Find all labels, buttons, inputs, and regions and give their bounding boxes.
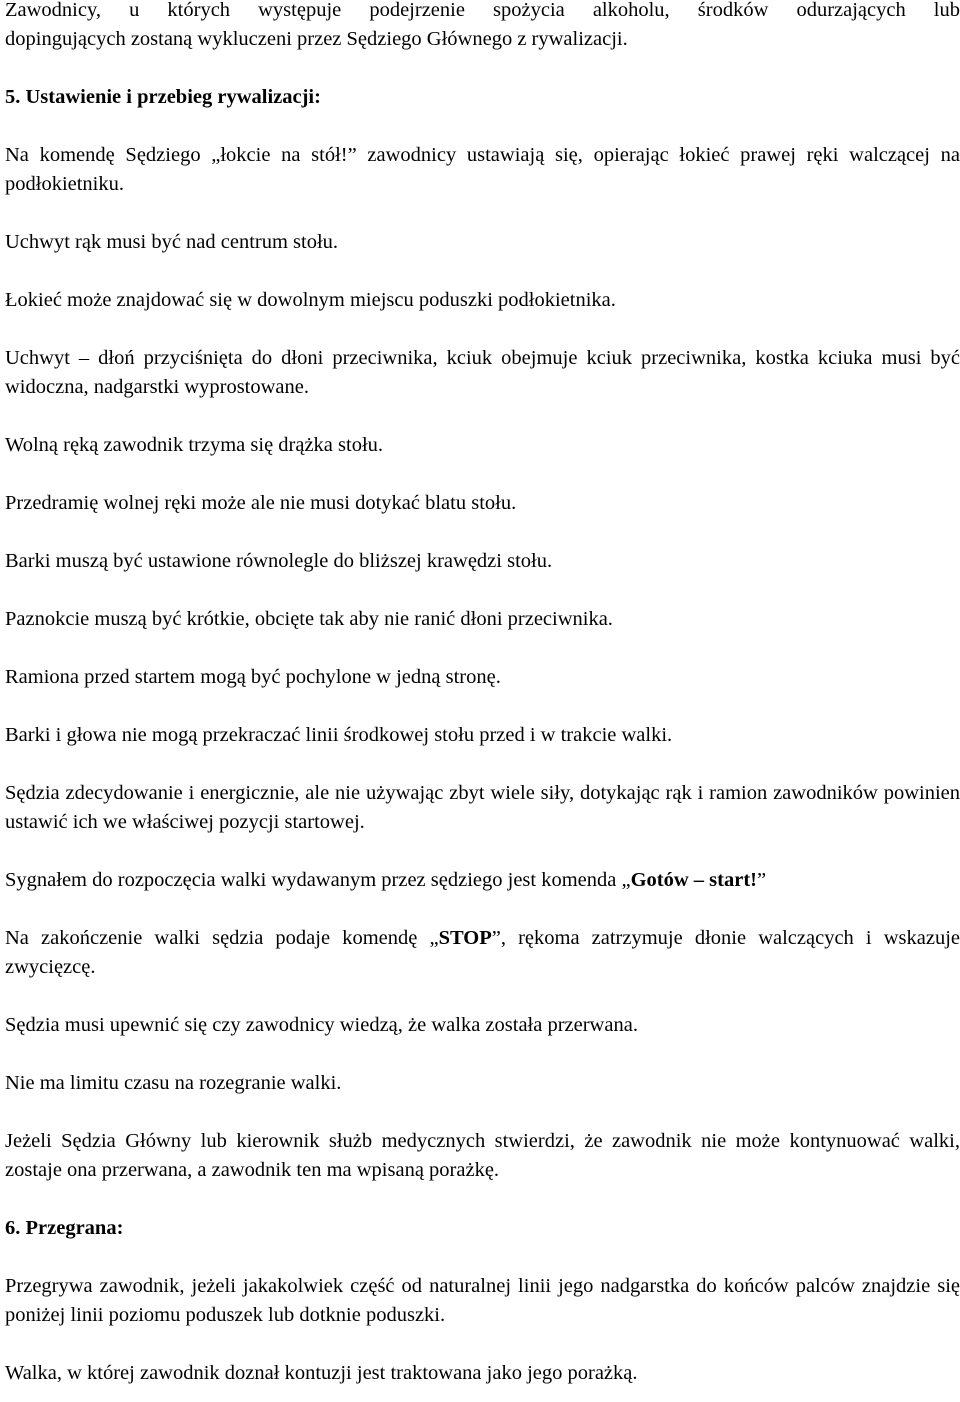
paragraph-start-command xyxy=(5,866,960,895)
paragraph-grip-rules: Uchwyt – dłoń przyciśnięta do dłoni przeciwnika, kciuk obejmuje kciuk przeciwnika, kostka kciuka musi być widoczna, nadgarstki wyprostowane. xyxy=(5,347,960,398)
paragraph-referee-confirm: Sędzia musi upewnić się czy zawodnicy wiedzą, że walka została przerwana. xyxy=(5,1014,638,1036)
stop-command-bold: STOP xyxy=(438,927,492,949)
paragraph-free-hand: Wolną ręką zawodnik trzyma się drążka stołu. xyxy=(5,434,384,456)
stop-command-text: Na zakończenie walki sędzia podaje komendę „ xyxy=(5,927,439,949)
paragraph-forearm: Przedramię wolnej ręki może ale nie musi dotykać blatu stołu. xyxy=(5,492,517,514)
paragraph-stop-command xyxy=(5,924,960,982)
section-5-heading: 5. Ustawienie i przebieg rywalizacji: xyxy=(5,86,321,108)
start-command-text: Sygnałem do rozpoczęcia walki wydawanym przez sędziego jest komenda „ xyxy=(5,869,631,891)
paragraph-loss-rule: Przegrywa zawodnik, jeżeli jakakolwiek część od naturalnej linii jego nadgarstka do końców palców znajdzie się poniżej linii poziomu poduszek lub dotknie poduszki. xyxy=(5,1275,960,1326)
start-command-quote: ” xyxy=(756,869,767,891)
stop-command-rest: ”, rękoma zatrzymuje dłonie walczących i wskazuje zwycięzcę. xyxy=(5,927,960,978)
paragraph-nails: Paznokcie muszą być krótkie, obcięte tak aby nie ranić dłoni przeciwnika. xyxy=(5,608,613,630)
paragraph-elbow-position: Łokieć może znajdować się w dowolnym miejscu poduszki podłokietnika. xyxy=(5,289,616,311)
section-6-heading: 6. Przegrana: xyxy=(5,1217,124,1239)
paragraph-grip-center: Uchwyt rąk musi być nad centrum stołu. xyxy=(5,231,339,253)
paragraph-medical-stop: Jeżeli Sędzia Główny lub kierownik służb medycznych stwierdzi, że zawodnik nie może kontynuować walki, zostaje ona przerwana, a zawodnik ten ma wpisaną porażkę. xyxy=(5,1130,960,1181)
document-page xyxy=(5,0,960,1388)
paragraph-arms-tilt: Ramiona przed startem mogą być pochylone w jedną stronę. xyxy=(5,666,501,688)
intro-line-2: dopingujących zostaną wykluczeni przez Sędziego Głównego z rywalizacji. xyxy=(5,28,628,50)
paragraph-referee-positioning: Sędzia zdecydowanie i energicznie, ale nie używając zbyt wiele siły, dotykając rąk i ramion zawodników powinien ustawić ich we właściwej pozycji startowej. xyxy=(5,782,960,833)
paragraph-centerline: Barki i głowa nie mogą przekraczać linii środkowej stołu przed i w trakcie walki. xyxy=(5,724,673,746)
start-command-bold: Gotów – start! xyxy=(630,869,757,891)
intro-line-1: Zawodnicy, u których występuje podejrzenie spożycia alkoholu, środków odurzających lub xyxy=(5,0,960,21)
paragraph-injury-loss: Walka, w której zawodnik doznał kontuzji jest traktowana jako jego porażką. xyxy=(5,1362,638,1384)
paragraph-time-limit: Nie ma limitu czasu na rozegranie walki. xyxy=(5,1072,342,1094)
paragraph-shoulders-parallel: Barki muszą być ustawione równolegle do bliższej krawędzi stołu. xyxy=(5,550,553,572)
paragraph-elbows-command: Na komendę Sędziego „łokcie na stół!” zawodnicy ustawiają się, opierając łokieć prawej ręki walczącej na podłokietniku. xyxy=(5,144,960,195)
